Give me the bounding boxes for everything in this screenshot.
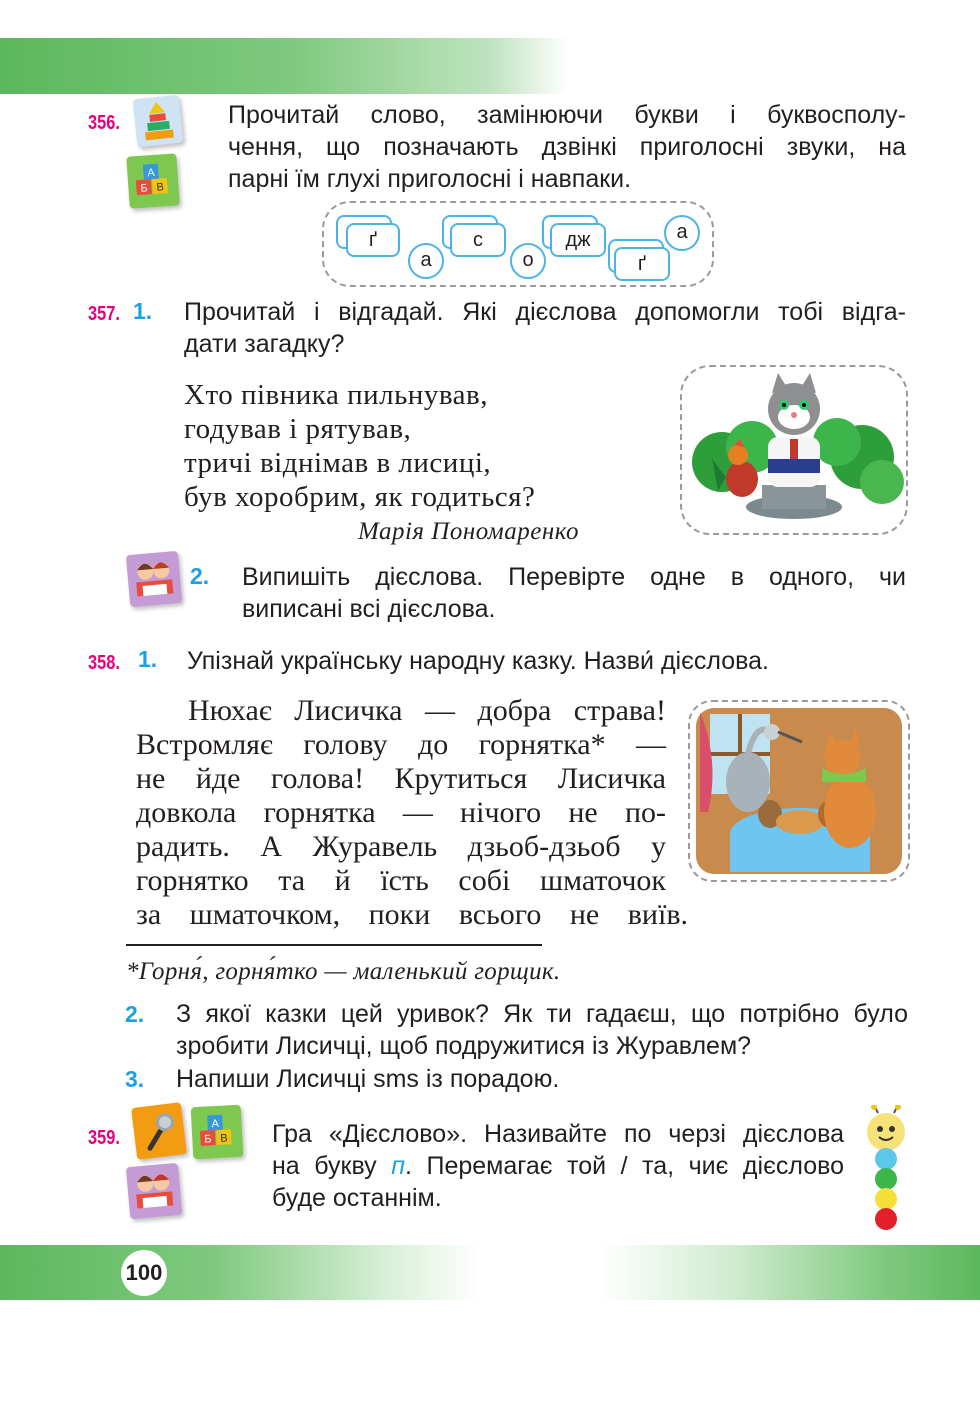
exercise-number-359: 359. (88, 1127, 120, 1149)
cat-illustration-frame (680, 365, 908, 535)
letter-circle: а (408, 243, 444, 279)
text-line: Прочитай і відгадай. Які дієслова допомогли тобі відга- (184, 298, 906, 326)
svg-text:А: А (211, 1117, 220, 1131)
text-line: чення, що позначають дзвінкі приголосні звуки, на (228, 133, 906, 161)
exercise-358-task2 (176, 998, 908, 1062)
letter-card: ґ (614, 247, 670, 281)
fox-and-crane-illustration (690, 702, 908, 880)
task-marker: 1. (138, 646, 158, 672)
poem-line: тричі віднімав в лисиці, (184, 447, 492, 479)
bottom-green-band-left (0, 1245, 480, 1300)
poem-author: Марія Пономаренко (358, 518, 579, 545)
tale-line: радить. А Журавель дзьоб-дзьоб у (136, 830, 666, 863)
task-marker: 2. (190, 563, 210, 589)
svg-text:А: А (147, 166, 156, 180)
bottom-green-band-right (600, 1245, 980, 1300)
letter-circle: о (510, 243, 546, 279)
caterpillar-traffic-icon (862, 1105, 912, 1233)
exercise-number-358: 358. (88, 652, 120, 674)
svg-text:Б: Б (204, 1133, 212, 1146)
footnote: *Горня́, горня́тко — маленький горщик. (126, 958, 561, 985)
tale-line: довкола горнятка — нічого не по- (136, 796, 666, 829)
tale-line: за шматочком, поки всього не виїв. (136, 898, 688, 931)
exercise-357-task1 (184, 296, 906, 360)
text-fragment: . Перемагає той / та, чиє дієслово (405, 1152, 844, 1180)
abc-blocks-icon (126, 153, 180, 208)
letter-card: с (450, 223, 506, 257)
text-fragment: на букву (272, 1152, 392, 1180)
cat-and-rooster-illustration (682, 367, 906, 533)
tale-line: горнятко та й їсть собі шматочок (136, 864, 666, 897)
exercise-number-356: 356. (88, 112, 120, 134)
text-line: виписані всі дієслова. (242, 595, 496, 623)
exercise-358-task1: Упізнай українську народну казку. Назви́ дієслова. (187, 647, 769, 675)
svg-text:В: В (220, 1132, 229, 1145)
poem-line: годував і рятував, (184, 413, 412, 445)
tale-excerpt (136, 694, 692, 932)
text-line: Випишіть дієслова. Перевірте одне в одного, чи (242, 563, 906, 591)
letter-card: дж (550, 223, 606, 257)
task-marker: 3. (125, 1066, 145, 1092)
exercise-359-text (272, 1118, 844, 1214)
tale-line: не йде голова! Крутиться Лисичка (136, 762, 666, 795)
tale-line: Нюхає Лисичка — добра страва! (188, 694, 666, 727)
riddle-poem (184, 378, 664, 514)
highlight-letter: п (391, 1152, 405, 1180)
text-line: дати загадку? (184, 330, 345, 358)
exercise-356-text (228, 99, 906, 195)
svg-text:В: В (156, 181, 165, 194)
fox-crane-illustration-frame (688, 700, 910, 882)
top-green-band (0, 38, 980, 94)
text-line: З якої казки цей уривок? Як ти гадаєш, що потрібно було (176, 1000, 908, 1028)
microphone-icon (131, 1102, 187, 1160)
letter-card: ґ (346, 223, 400, 257)
text-line: Гра «Дієслово». Називайте по черзі дієслова (272, 1120, 844, 1148)
text-line: Прочитай слово, замінюючи букви і буквосполу- (228, 101, 906, 129)
poem-line: Хто півника пильнував, (184, 379, 488, 411)
text-line: парні їм глухі приголосні і навпаки. (228, 165, 632, 193)
exercise-357-task2 (242, 561, 906, 625)
word-cards-box (322, 201, 714, 287)
pyramid-toy-icon (133, 95, 184, 148)
two-kids-reading-icon (126, 551, 182, 607)
page-number: 100 (121, 1250, 167, 1296)
letter-circle: а (664, 215, 700, 251)
task-marker: 1. (133, 298, 153, 324)
tale-line: Встромляє голову до горнятка* — (136, 728, 666, 761)
text-line (272, 1150, 844, 1182)
text-line: буде останнім. (272, 1184, 442, 1212)
footnote-rule (126, 944, 542, 946)
abc-blocks-icon (191, 1105, 244, 1160)
exercise-number-357: 357. (88, 303, 120, 325)
exercise-358-task3: Напиши Лисичці sms із порадою. (176, 1065, 560, 1093)
poem-line: був хоробрим, як годиться? (184, 481, 536, 513)
two-kids-reading-icon (126, 1163, 182, 1219)
task-marker: 2. (125, 1001, 145, 1027)
svg-text:Б: Б (140, 182, 149, 195)
text-line: зробити Лисичці, щоб подружитися із Журавлем? (176, 1032, 752, 1060)
